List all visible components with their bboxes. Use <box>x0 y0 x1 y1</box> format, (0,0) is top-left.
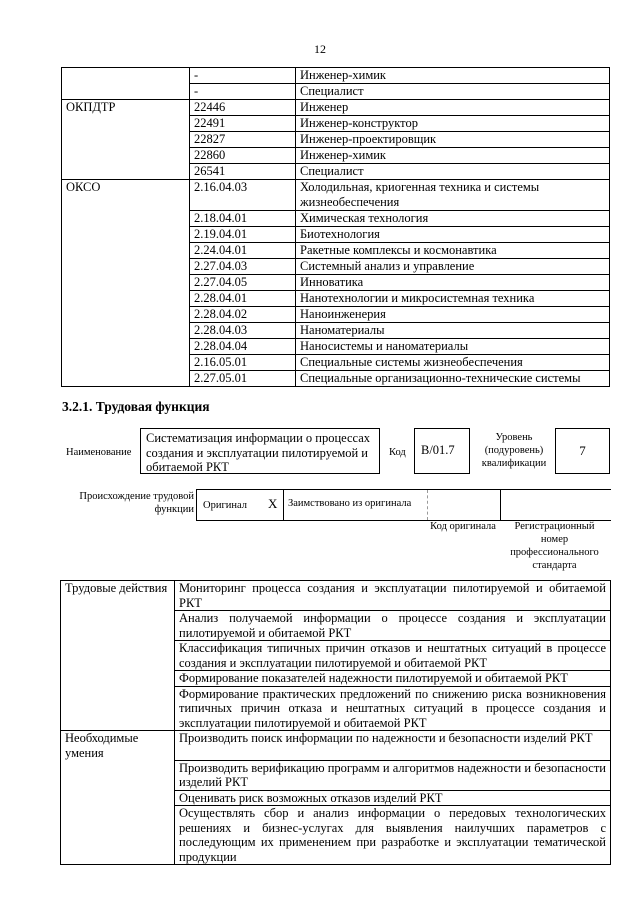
reg-number-cell <box>500 490 611 520</box>
classification-code: 2.19.04.01 <box>190 227 296 243</box>
original-label: Оригинал <box>203 500 247 511</box>
classification-title: Специалист <box>296 164 610 180</box>
section-title: 3.2.1. Трудовая функция <box>62 399 210 414</box>
classification-title: Инженер-химик <box>296 68 610 84</box>
classification-code: 2.28.04.02 <box>190 307 296 323</box>
original-cell <box>196 490 284 520</box>
qualification-level-box <box>555 428 610 474</box>
reg-number-label: Регистрационный номер профессионального стандарта <box>510 521 599 571</box>
labor-action-text: Формирование показателей надежности пилотируемой и обитаемой РКТ <box>175 671 611 687</box>
classification-code: 22491 <box>190 116 296 132</box>
classification-code: 2.28.04.03 <box>190 323 296 339</box>
labor-action-group-cell <box>61 641 175 671</box>
classification-code: 2.27.05.01 <box>190 371 296 387</box>
classification-code: 2.28.04.04 <box>190 339 296 355</box>
labor-action-row <box>61 686 611 731</box>
required-skill-row <box>61 760 611 790</box>
classification-title: Химическая технология <box>296 211 610 227</box>
classification-title: Специальные организационно-технические системы <box>296 371 610 387</box>
labor-actions-table <box>60 580 611 865</box>
classification-code: 26541 <box>190 164 296 180</box>
borrowed-label: Заимствовано из оригинала <box>288 498 412 509</box>
required-skill-row <box>61 806 611 865</box>
classification-title: Наноматериалы <box>296 323 610 339</box>
classification-code: - <box>190 68 296 84</box>
classification-code: - <box>190 84 296 100</box>
required-skill-group-cell <box>61 806 175 865</box>
labor-action-group-cell <box>61 581 175 611</box>
required-skill-row <box>61 731 611 761</box>
classification-title: Инженер-химик <box>296 148 610 164</box>
classification-code: 2.24.04.01 <box>190 243 296 259</box>
labor-action-text: Классификация типичных причин отказов и нештатных ситуаций в процессе создания и эксплуатации пилотируемой и обитаемой РКТ <box>175 641 611 671</box>
classification-row <box>62 100 610 116</box>
classification-title: Системный анализ и управление <box>296 259 610 275</box>
classification-title: Холодильная, криогенная техника и системы жизнеобеспечения <box>296 180 610 211</box>
required-skill-text: Осуществлять сбор и анализ информации о передовых технологических решениях и бизнес-услугах для выявления наилучших параметров с последующим их применением при разработке и эксплуатации тематической продукции <box>175 806 611 865</box>
classification-code: 2.18.04.01 <box>190 211 296 227</box>
classification-code: 2.28.04.01 <box>190 291 296 307</box>
required-skill-text: Оценивать риск возможных отказов изделий РКТ <box>175 790 611 806</box>
classification-title: Наносистемы и наноматериалы <box>296 339 610 355</box>
classification-title: Ракетные комплексы и космонавтика <box>296 243 610 259</box>
classification-title: Специальные системы жизнеобеспечения <box>296 355 610 371</box>
code-original-cell <box>427 490 500 520</box>
required-skill-group-cell <box>61 760 175 790</box>
required-skill-row <box>61 790 611 806</box>
classification-code: 22446 <box>190 100 296 116</box>
labor-action-text: Формирование практических предложений по снижению риска возникновения типичных причин отказа и нештатных ситуаций в процессе создания и эксплуатации пилотируемой и обитаемой РКТ <box>175 686 611 731</box>
classification-group: ОКПДТР <box>62 100 190 180</box>
classification-row <box>62 180 610 211</box>
function-code-box <box>414 428 470 474</box>
labor-action-row <box>61 671 611 687</box>
classification-title: Нанотехнологии и микросистемная техника <box>296 291 610 307</box>
qualification-level: 7 <box>579 443 586 458</box>
level-label: Уровень (подуровень) квалификации <box>481 432 547 469</box>
labor-action-group-label: Трудовые действия <box>65 581 168 595</box>
classification-title: Инженер-проектировщик <box>296 132 610 148</box>
labor-action-text: Анализ получаемой информации о процессе создания и эксплуатации пилотируемой и обитаемой РКТ <box>175 611 611 641</box>
classification-code: 2.16.05.01 <box>190 355 296 371</box>
labor-action-row <box>61 611 611 641</box>
classification-code: 22827 <box>190 132 296 148</box>
labor-action-group-cell <box>61 686 175 731</box>
required-skill-group-label: Необходимые умения <box>65 731 139 760</box>
classification-title: Специалист <box>296 84 610 100</box>
classification-group: ОКСО <box>62 180 190 387</box>
required-skill-text: Производить поиск информации по надежности и безопасности изделий РКТ <box>175 731 611 761</box>
classification-table <box>61 67 610 387</box>
code-label: Код <box>389 447 406 458</box>
classification-code: 2.16.04.03 <box>190 180 296 211</box>
function-name: Систематизация информации о процессах создания и эксплуатации пилотируемой и обитаемой РКТ <box>146 431 371 474</box>
classification-group <box>62 68 190 100</box>
classification-code: 2.27.04.05 <box>190 275 296 291</box>
labor-action-group-cell <box>61 671 175 687</box>
labor-action-row <box>61 581 611 611</box>
name-label: Наименование <box>66 447 132 458</box>
required-skill-group-cell <box>61 731 175 761</box>
classification-title: Наноинженерия <box>296 307 610 323</box>
labor-action-group-cell <box>61 611 175 641</box>
classification-row <box>62 68 610 84</box>
borrowed-cell <box>284 490 427 520</box>
required-skill-group-cell <box>61 790 175 806</box>
labor-action-row <box>61 641 611 671</box>
labor-action-text: Мониторинг процесса создания и эксплуатации пилотируемой и обитаемой РКТ <box>175 581 611 611</box>
origin-row <box>196 489 611 521</box>
classification-code: 2.27.04.03 <box>190 259 296 275</box>
original-mark: X <box>268 496 278 511</box>
required-skill-text: Производить верификацию программ и алгоритмов надежности и безопасности изделий РКТ <box>175 760 611 790</box>
function-code: B/01.7 <box>421 443 455 457</box>
classification-title: Инноватика <box>296 275 610 291</box>
classification-code: 22860 <box>190 148 296 164</box>
classification-title: Биотехнология <box>296 227 610 243</box>
classification-title: Инженер-конструктор <box>296 116 610 132</box>
code-original-label: Код оригинала <box>430 521 496 532</box>
origin-label: Происхождение трудовой функции <box>79 491 194 515</box>
page-number: 12 <box>314 42 326 56</box>
classification-title: Инженер <box>296 100 610 116</box>
function-name-box <box>140 428 380 474</box>
